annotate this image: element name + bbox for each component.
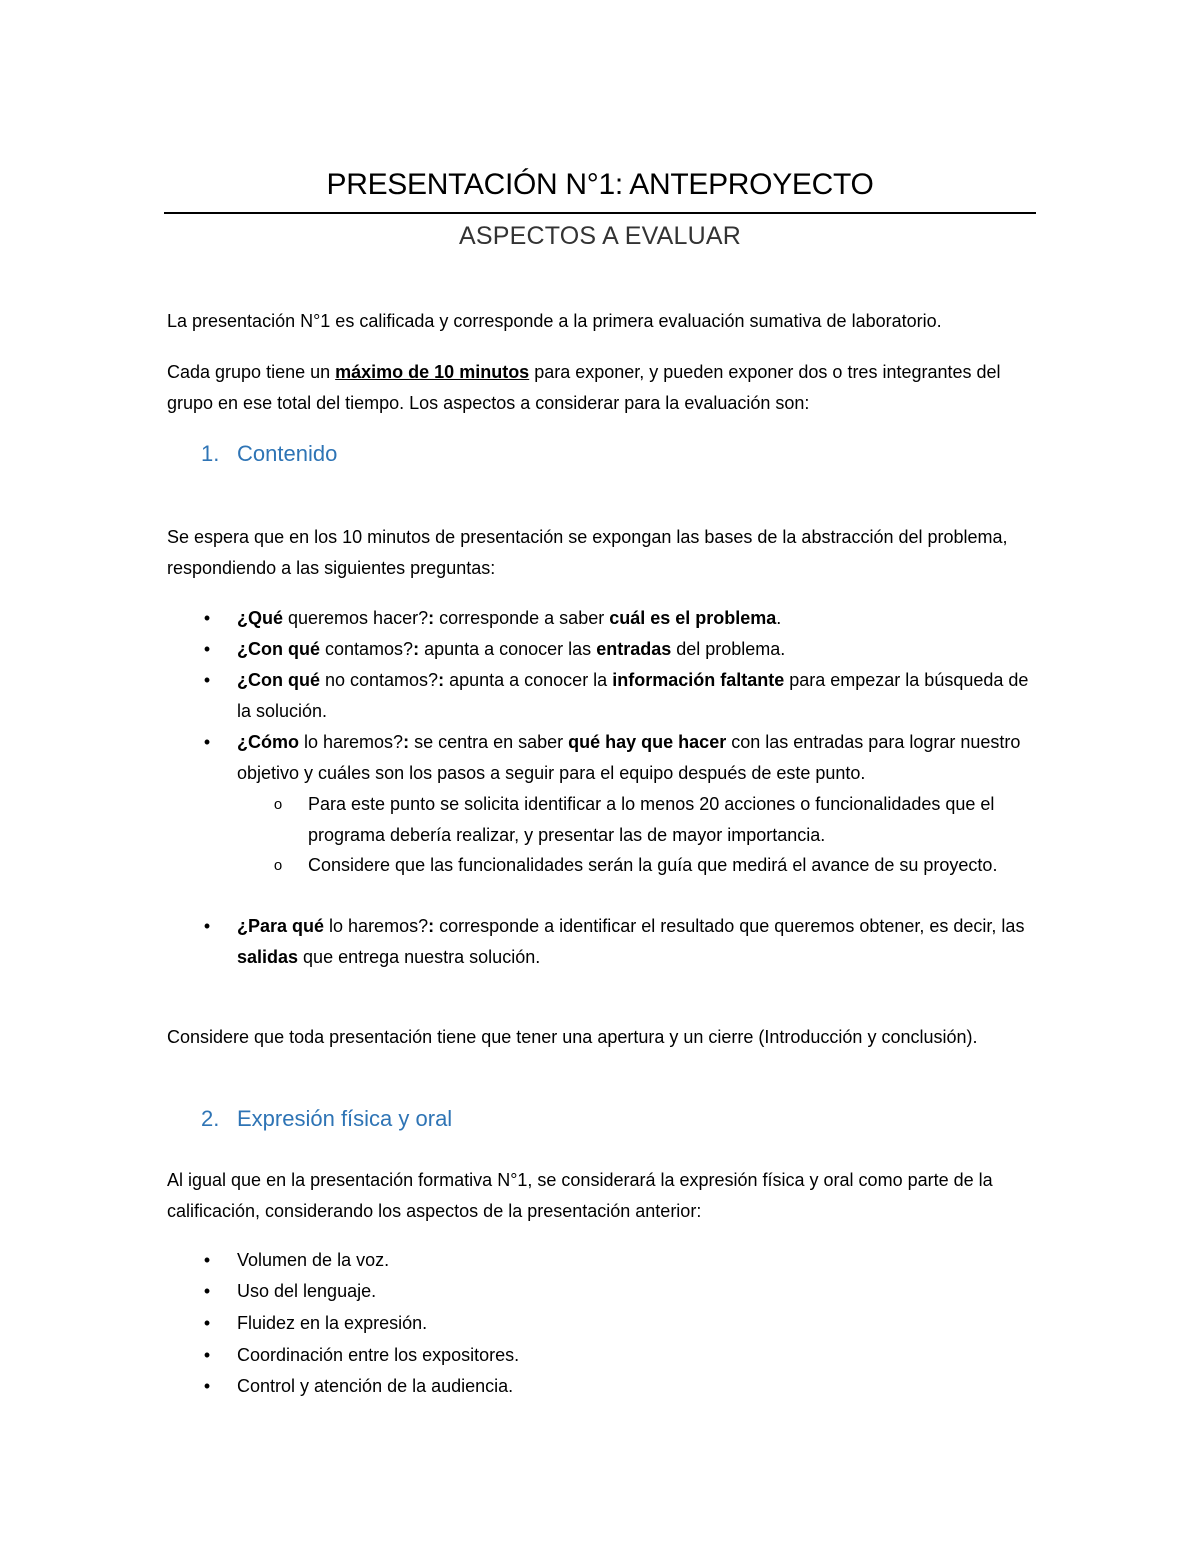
bullet-icon: • bbox=[203, 1345, 211, 1365]
time-limit-paragraph: Cada grupo tiene un máximo de 10 minutos para exponer, y pueden exponer dos o tres integrantes del grupo en ese total del tiempo. Los aspectos a considerar para la evaluación son: bbox=[167, 362, 1001, 413]
title-underline bbox=[164, 212, 1036, 214]
time-limit-emphasis: máximo de 10 minutos bbox=[335, 362, 530, 382]
bullet-icon: • bbox=[203, 608, 211, 628]
section1-intro: Se espera que en los 10 minutos de presentación se expongan las bases de la abstracción del problema, respondiendo a las siguientes preguntas: bbox=[167, 527, 1008, 578]
bullet-icon: • bbox=[203, 1250, 211, 1270]
section2-intro: Al igual que en la presentación formativa N°1, se considerará la expresión física y oral como parte de la calificación, considerando los aspectos de la presentación anterior: bbox=[167, 1170, 993, 1221]
bullet-icon: • bbox=[203, 670, 211, 690]
closing-paragraph: Considere que toda presentación tiene que tener una apertura y un cierre (Introducción y conclusión). bbox=[167, 1027, 978, 1047]
document-title: PRESENTACIÓN N°1: ANTEPROYECTO bbox=[326, 168, 874, 201]
bullet-icon: • bbox=[203, 732, 211, 752]
section-heading-contenido: 1. Contenido bbox=[201, 441, 338, 466]
document-subtitle: ASPECTOS A EVALUAR bbox=[459, 222, 741, 250]
document-page: PRESENTACIÓN N°1: ANTEPROYECTO ASPECTOS A EVALUAR La presentación N°1 es calificada y corresponde a la primera evaluación sumativa de laboratorio. Cada grupo tiene un máximo de 10 minutos para exponer, y pueden exponer dos o tres integrantes del grupo en ese total del tiempo. Los aspectos a considerar para la evaluación son: 1. Contenido Se espera que en los 10 minutos de presentación se expongan las bases de la abstracción del problema, respondiendo a las siguientes preguntas: • ¿Qué queremos hacer?: corresponde a saber cuál es el problema. • ¿Con qué contamos?: apunta a conocer las entradas del problema. • ¿Con qué no contamos?: apunta a conocer la información faltante para empezar la búsqueda de la solución. • ¿Cómo lo haremos?: se centra en saber qué hay que hacer con las entradas para lograr nuestro objetivo y cuáles son los pasos a seguir para el equipo después de este punto. o Para este punto se solicita identificar a lo menos 20 acciones o funcionalidades que el programa debería realizar, y presentar las de mayor importancia. o Considere que las funcionalidades serán la guía que medirá el avance de su proyecto. • ¿Para qué lo haremos?: corresponde a identificar el resultado que queremos obtener, es decir, las salidas que entrega nuestra solución. Considere que toda presentación tiene que tener una apertura y un cierre (Introducción y conclusión). 2. Expresión física y oral Al igual que en la presentación formativa N°1, se considerará la expresión física y oral como parte de la calificación, considerando los aspectos de la presentación anterior: • Volumen de la voz. • Uso del lenguaje. • Fluidez en la expresión. • Coordinación entre los expositores. • Control y atención de la audiencia. bbox=[0, 0, 1200, 1553]
bullet-icon: • bbox=[203, 1313, 211, 1333]
bullet-icon: • bbox=[203, 1281, 211, 1301]
section-heading-expresion: 2. Expresión física y oral bbox=[201, 1106, 453, 1131]
sub-bullet-icon: o bbox=[273, 857, 283, 874]
bullet-icon: • bbox=[203, 639, 211, 659]
sub-bullet-icon: o bbox=[273, 796, 283, 813]
bullet-icon: • bbox=[203, 1376, 211, 1396]
intro-paragraph: La presentación N°1 es calificada y corresponde a la primera evaluación sumativa de laboratorio. bbox=[167, 311, 942, 331]
bullet-icon: • bbox=[203, 916, 211, 936]
